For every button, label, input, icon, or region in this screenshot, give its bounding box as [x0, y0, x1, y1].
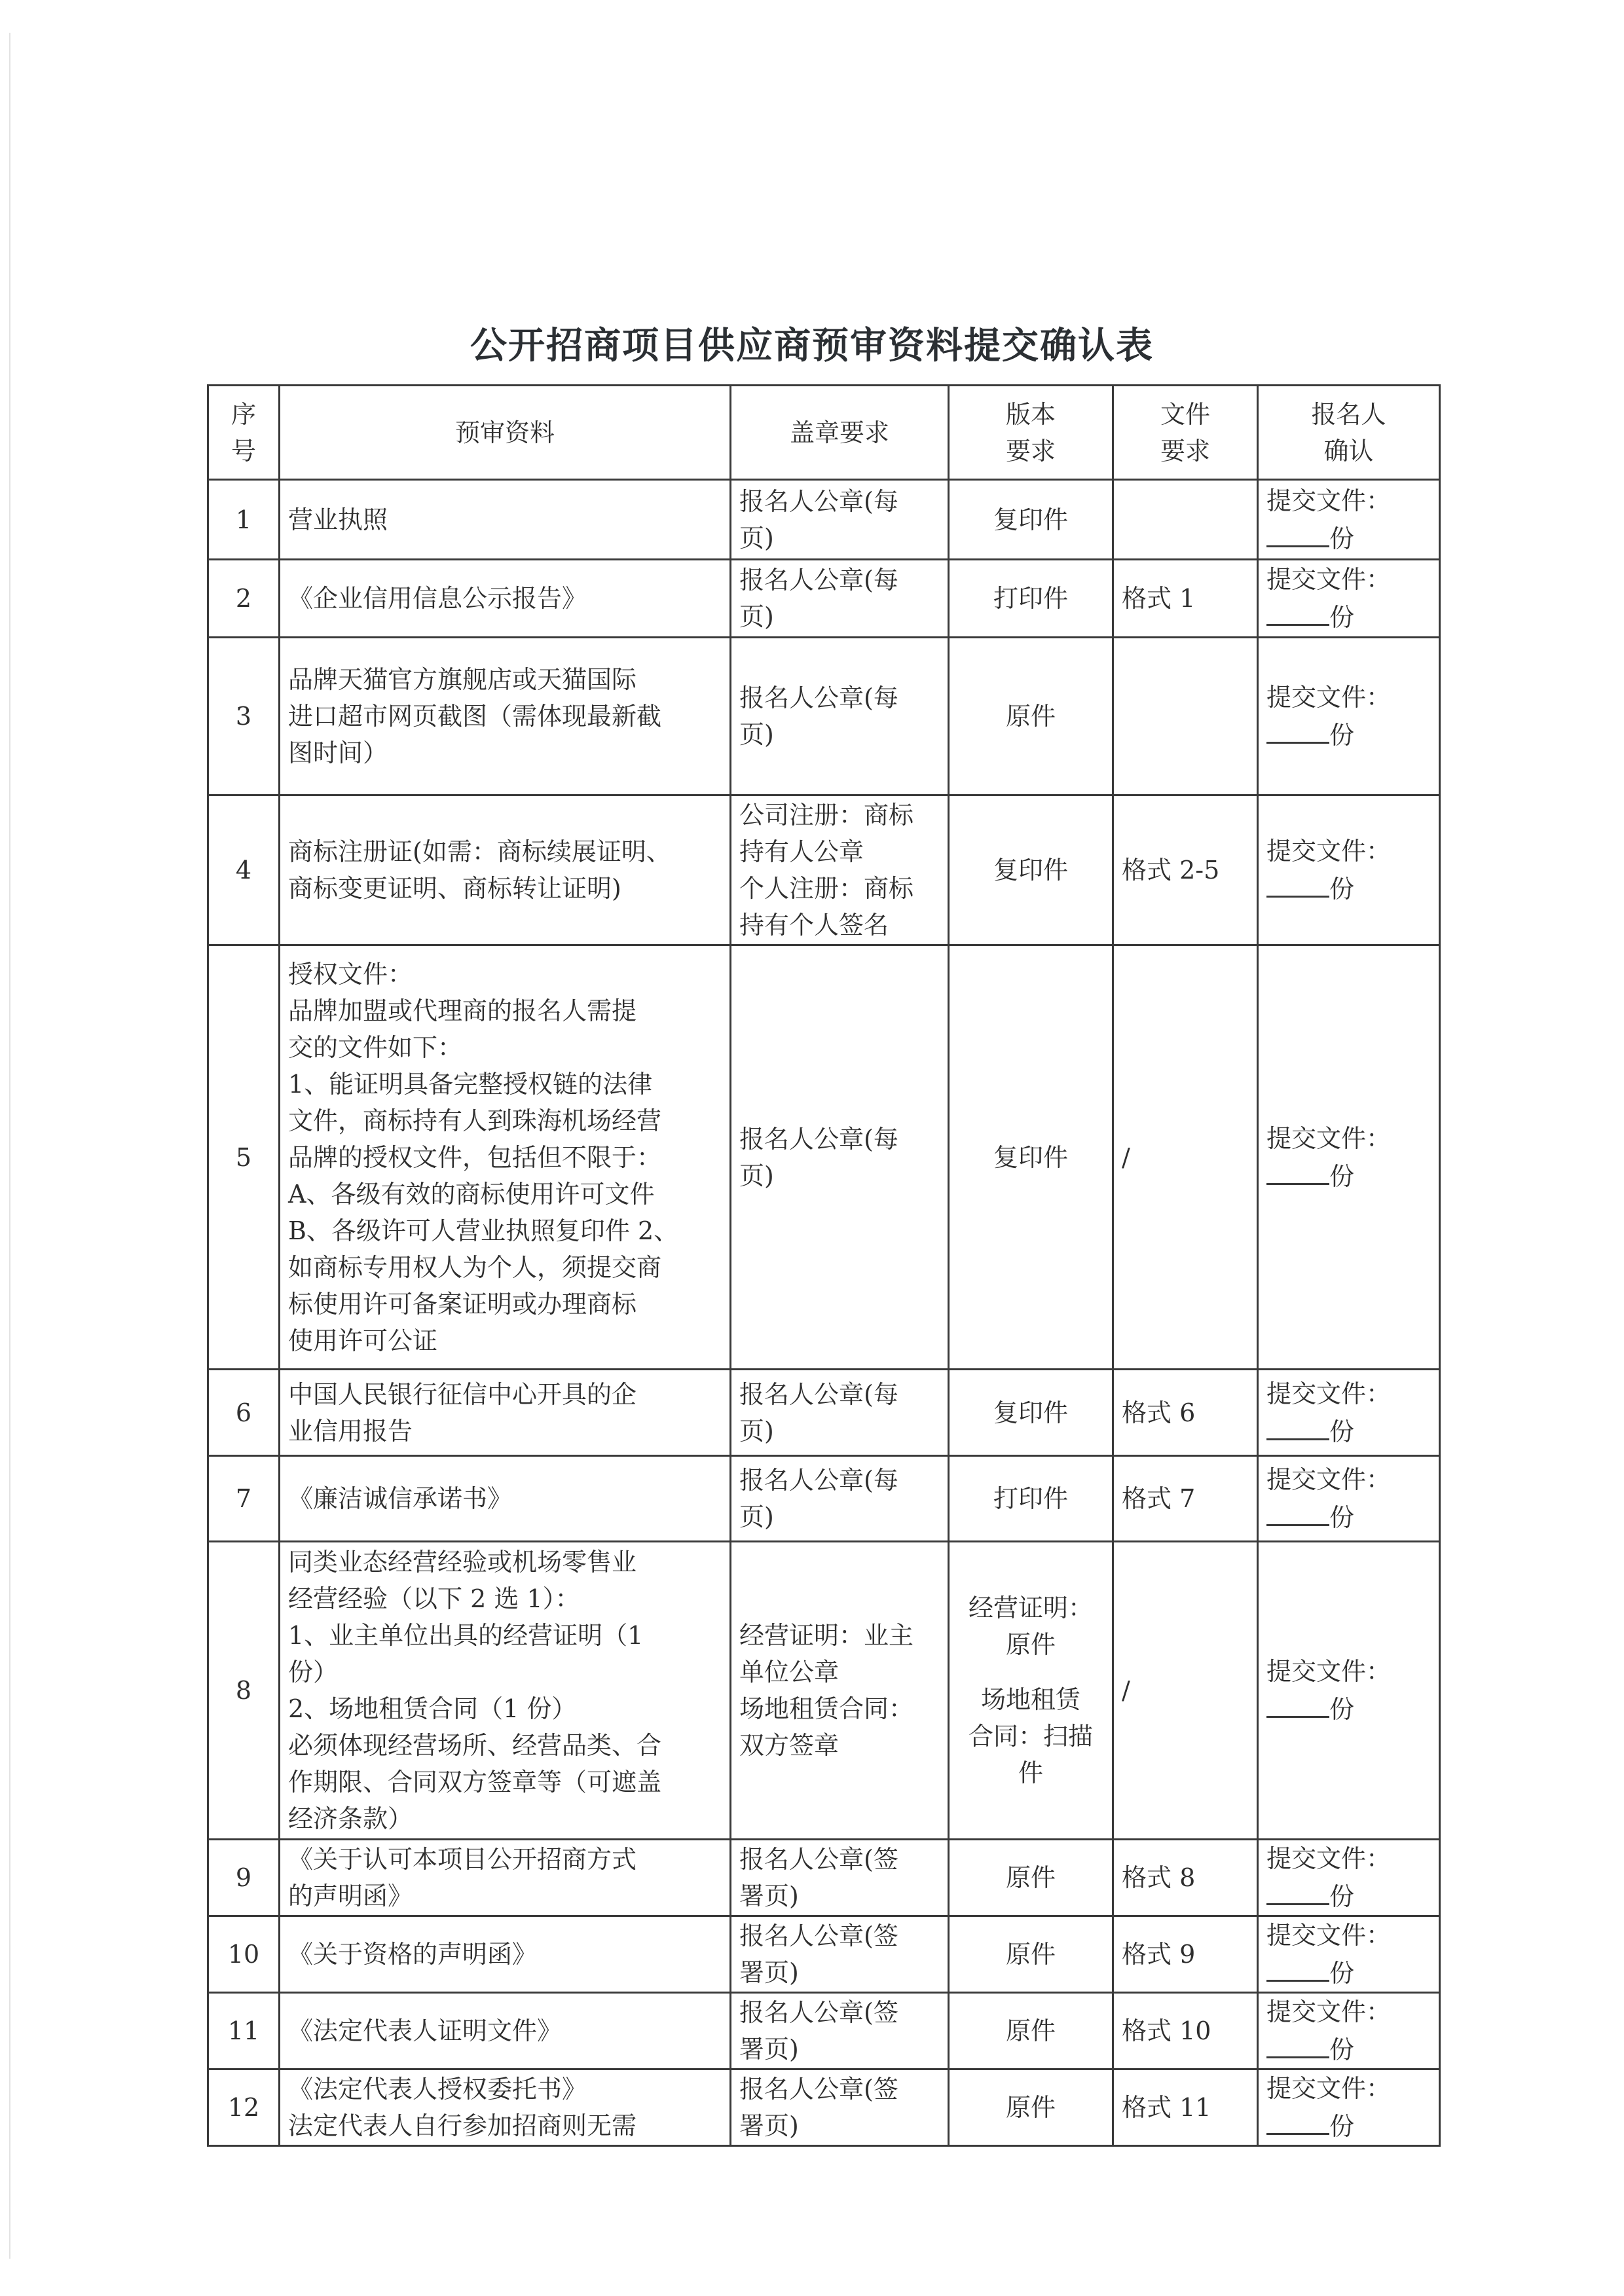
serial-number-cell: 1 — [208, 480, 280, 560]
material-text-line: 的声明函》 — [288, 1882, 413, 1910]
copies-count-blank-field[interactable] — [1266, 519, 1329, 547]
submit-files-label: 提交文件： — [1266, 683, 1392, 712]
serial-number-cell: 5 — [208, 945, 280, 1370]
material-text-line: 《法定代表人证明文件》 — [288, 2016, 563, 2045]
copies-unit-label: 份 — [1329, 2112, 1355, 2141]
version-text-line: 原件 — [1005, 2093, 1056, 2122]
stamp-text-line: 署页) — [739, 1882, 799, 1910]
stamp-requirement-cell — [731, 795, 949, 945]
table-row — [208, 1456, 1440, 1542]
copies-line — [1266, 2030, 1431, 2068]
submit-files-label: 提交文件： — [1266, 1657, 1392, 1686]
material-text-line: 如商标专用权人为个人，须提交商 — [288, 1252, 662, 1282]
stamp-text-line: 场地租赁合同： — [739, 1694, 914, 1723]
material-cell — [280, 1542, 731, 1840]
header-material: 预审资料 — [280, 386, 731, 480]
material-text-line: 经济条款） — [288, 1804, 413, 1833]
material-cell — [280, 560, 731, 638]
material-text-line: 中国人民银行征信中心开具的企 — [288, 1379, 637, 1409]
table-header-row — [208, 386, 1440, 480]
stamp-text-line: 报名人公章(签 — [739, 1845, 898, 1874]
file-requirement-cell: / — [1113, 945, 1258, 1370]
applicant-confirm-cell — [1258, 1456, 1440, 1542]
material-text-line: 使用许可公证 — [288, 1326, 438, 1355]
copies-line — [1266, 716, 1431, 754]
material-cell — [280, 638, 731, 795]
version-requirement-cell — [949, 1370, 1113, 1456]
submit-files-label: 提交文件： — [1266, 2074, 1392, 2103]
applicant-confirm-cell — [1258, 638, 1440, 795]
material-text-line: 图时间） — [288, 738, 388, 767]
stamp-text-line: 报名人公章(每 — [739, 1379, 898, 1409]
material-text-line: 作期限、合同双方签章等（可遮盖 — [288, 1768, 662, 1796]
copies-line — [1266, 1690, 1431, 1728]
submit-files-label: 提交文件： — [1266, 565, 1392, 594]
stamp-requirement-cell — [731, 1993, 949, 2069]
material-text-line: 2、场地租赁合同（1 份） — [288, 1694, 577, 1723]
file-requirement-cell: / — [1113, 1542, 1258, 1840]
material-text-line: 经营经验（以下 2 选 1）： — [288, 1584, 580, 1613]
version-requirement-cell — [949, 560, 1113, 638]
stamp-requirement-cell — [731, 1916, 949, 1993]
header-confirm-line: 报名人 — [1311, 399, 1386, 429]
version-requirement-cell — [949, 638, 1113, 795]
material-cell — [280, 945, 731, 1370]
stamp-text-line: 页) — [739, 720, 774, 749]
header-confirm-line: 确认 — [1323, 436, 1374, 465]
stamp-requirement-cell — [731, 560, 949, 638]
material-text-line: 交的文件如下： — [288, 1032, 463, 1062]
stamp-text-line: 报名人公章(签 — [739, 1998, 898, 2027]
serial-number-cell: 7 — [208, 1456, 280, 1542]
table-body — [208, 480, 1440, 2146]
material-cell — [280, 1370, 731, 1456]
table-row — [208, 945, 1440, 1370]
version-requirement-cell — [949, 2069, 1113, 2146]
table-row — [208, 795, 1440, 945]
stamp-text-line: 报名人公章(每 — [739, 566, 898, 594]
copies-unit-label: 份 — [1329, 524, 1355, 553]
version-text-line: 打印件 — [993, 1484, 1068, 1513]
version-text-line: 件 — [1018, 1758, 1043, 1787]
version-text-line — [957, 1663, 1104, 1681]
copies-unit-label: 份 — [1329, 875, 1355, 903]
serial-number-cell: 4 — [208, 795, 280, 945]
stamp-requirement-cell — [731, 1370, 949, 1456]
stamp-text-line: 页) — [739, 1416, 774, 1446]
copies-line — [1266, 598, 1431, 636]
serial-number-cell: 2 — [208, 560, 280, 638]
table-row — [208, 1916, 1440, 1993]
header-version-line: 要求 — [1005, 436, 1056, 465]
stamp-text-line: 公司注册：商标 — [739, 801, 914, 829]
submission-confirmation-table — [207, 384, 1441, 2147]
copies-line — [1266, 1412, 1431, 1450]
material-text-line: 1、能证明具备完整授权链的法律 — [288, 1069, 653, 1099]
version-requirement-cell — [949, 1840, 1113, 1916]
applicant-confirm-cell — [1258, 480, 1440, 560]
submit-files-label: 提交文件： — [1266, 1921, 1392, 1950]
copies-count-blank-field[interactable] — [1266, 869, 1329, 898]
applicant-confirm-cell — [1258, 945, 1440, 1370]
file-requirement-cell: 格式 6 — [1113, 1370, 1258, 1456]
material-text-line: 文件，商标持有人到珠海机场经营 — [288, 1106, 662, 1135]
copies-line — [1266, 1877, 1431, 1915]
version-text-line: 打印件 — [993, 584, 1068, 613]
file-requirement-cell — [1113, 480, 1258, 560]
applicant-confirm-cell — [1258, 560, 1440, 638]
header-file-requirement — [1113, 386, 1258, 480]
stamp-text-line: 页) — [739, 523, 774, 553]
copies-unit-label: 份 — [1329, 2035, 1355, 2064]
version-requirement-cell — [949, 795, 1113, 945]
stamp-text-line: 页) — [739, 602, 774, 631]
applicant-confirm-cell — [1258, 1542, 1440, 1840]
copies-count-blank-field[interactable] — [1266, 1690, 1329, 1718]
copies-unit-label: 份 — [1329, 1882, 1355, 1911]
submit-files-label: 提交文件： — [1266, 1379, 1392, 1408]
copies-line — [1266, 1498, 1431, 1536]
file-requirement-cell: 格式 7 — [1113, 1456, 1258, 1542]
table-row — [208, 560, 1440, 638]
copies-unit-label: 份 — [1329, 603, 1355, 632]
material-cell — [280, 1993, 731, 2069]
material-cell — [280, 1916, 731, 1993]
stamp-text-line: 报名人公章(每 — [739, 486, 898, 516]
version-text-line: 复印件 — [993, 1142, 1068, 1172]
material-cell — [280, 1456, 731, 1542]
material-text-line: 法定代表人自行参加招商则无需 — [288, 2111, 637, 2140]
copies-unit-label: 份 — [1329, 1417, 1355, 1446]
stamp-text-line: 署页) — [739, 1958, 799, 1987]
submit-files-label: 提交文件： — [1266, 486, 1392, 515]
copies-count-blank-field[interactable] — [1266, 1498, 1329, 1526]
material-text-line: 《廉洁诚信承诺书》 — [288, 1484, 513, 1513]
version-text-line: 原件 — [1005, 1863, 1056, 1892]
version-requirement-cell — [949, 945, 1113, 1370]
stamp-text-line: 署页) — [739, 2035, 799, 2064]
applicant-confirm-cell — [1258, 1840, 1440, 1916]
submit-files-label: 提交文件： — [1266, 1844, 1392, 1873]
version-text-line: 合同：扫描 — [968, 1722, 1093, 1751]
copies-line — [1266, 1157, 1431, 1195]
copies-line — [1266, 1954, 1431, 1992]
material-text-line: 品牌天猫官方旗舰店或天猫国际 — [288, 665, 637, 694]
file-requirement-cell — [1113, 638, 1258, 795]
copies-count-blank-field[interactable] — [1266, 1157, 1329, 1185]
submit-files-label: 提交文件： — [1266, 1465, 1392, 1494]
stamp-text-line: 持有人公章 — [739, 837, 864, 866]
material-text-line: 进口超市网页截图（需体现最新截 — [288, 702, 662, 731]
file-requirement-cell: 格式 1 — [1113, 560, 1258, 638]
serial-number-cell: 6 — [208, 1370, 280, 1456]
copies-unit-label: 份 — [1329, 721, 1355, 750]
copies-count-blank-field[interactable] — [1266, 2030, 1329, 2058]
copies-unit-label: 份 — [1329, 1503, 1355, 1532]
table-row — [208, 480, 1440, 560]
material-cell — [280, 2069, 731, 2146]
header-applicant-confirm — [1258, 386, 1440, 480]
material-text-line: 品牌加盟或代理商的报名人需提 — [288, 996, 637, 1025]
material-text-line: 标使用许可备案证明或办理商标 — [288, 1289, 637, 1319]
material-text-line: 商标注册证(如需：商标续展证明、 — [288, 837, 671, 866]
version-requirement-cell — [949, 1993, 1113, 2069]
stamp-text-line: 持有个人签名 — [739, 911, 889, 939]
stamp-requirement-cell — [731, 945, 949, 1370]
stamp-requirement-cell — [731, 638, 949, 795]
header-serial-no-line: 序 — [231, 399, 256, 429]
document-title: 公开招商项目供应商预审资料提交确认表 — [470, 324, 1154, 367]
stamp-text-line: 报名人公章(签 — [739, 2075, 898, 2104]
version-text-line: 复印件 — [993, 505, 1068, 534]
header-version-line: 版本 — [1005, 399, 1056, 429]
file-requirement-cell: 格式 8 — [1113, 1840, 1258, 1916]
copies-count-blank-field[interactable] — [1266, 1412, 1329, 1440]
stamp-requirement-cell — [731, 2069, 949, 2146]
copies-unit-label: 份 — [1329, 1959, 1355, 1988]
copies-count-blank-field[interactable] — [1266, 2107, 1329, 2135]
serial-number-cell: 8 — [208, 1542, 280, 1840]
stamp-requirement-cell — [731, 480, 949, 560]
copies-line — [1266, 869, 1431, 907]
material-text-line: 营业执照 — [288, 505, 388, 534]
material-cell — [280, 1840, 731, 1916]
copies-line — [1266, 519, 1431, 557]
file-requirement-cell: 格式 10 — [1113, 1993, 1258, 2069]
material-text-line: 《法定代表人授权委托书》 — [288, 2075, 587, 2104]
serial-number-cell: 9 — [208, 1840, 280, 1916]
copies-line — [1266, 2107, 1431, 2145]
stamp-text-line: 报名人公章(每 — [739, 1466, 898, 1495]
stamp-requirement-cell — [731, 1456, 949, 1542]
material-text-line: 同类业态经营经验或机场零售业 — [288, 1548, 637, 1576]
stamp-text-line: 个人注册：商标 — [739, 874, 914, 903]
table-row — [208, 1542, 1440, 1840]
copies-count-blank-field[interactable] — [1266, 716, 1329, 744]
header-file-line: 文件 — [1160, 399, 1210, 429]
stamp-requirement-cell — [731, 1542, 949, 1840]
version-text-line: 经营证明： — [968, 1594, 1093, 1622]
applicant-confirm-cell — [1258, 2069, 1440, 2146]
material-cell — [280, 480, 731, 560]
header-file-line: 要求 — [1160, 436, 1210, 465]
stamp-text-line: 页) — [739, 1161, 774, 1190]
material-text-line: 品牌的授权文件，包括但不限于： — [288, 1142, 662, 1172]
copies-count-blank-field[interactable] — [1266, 1954, 1329, 1982]
version-text-line: 原件 — [1005, 2016, 1056, 2045]
copies-unit-label: 份 — [1329, 1695, 1355, 1724]
submit-files-label: 提交文件： — [1266, 837, 1392, 866]
material-text-line: 业信用报告 — [288, 1416, 413, 1446]
table-row — [208, 2069, 1440, 2146]
version-text-line: 场地租赁 — [980, 1685, 1080, 1714]
material-text-line: 授权文件： — [288, 959, 413, 989]
file-requirement-cell: 格式 9 — [1113, 1916, 1258, 1993]
serial-number-cell: 12 — [208, 2069, 280, 2146]
stamp-text-line: 报名人公章(签 — [739, 1922, 898, 1950]
submit-files-label: 提交文件： — [1266, 1997, 1392, 2026]
header-serial-no — [208, 386, 280, 480]
material-text-line: 《关于认可本项目公开招商方式 — [288, 1845, 637, 1874]
version-text-line: 复印件 — [993, 1398, 1068, 1427]
header-version-requirement — [949, 386, 1113, 480]
file-requirement-cell: 格式 2-5 — [1113, 795, 1258, 945]
stamp-text-line: 页) — [739, 1503, 774, 1531]
copies-unit-label: 份 — [1329, 1161, 1355, 1191]
serial-number-cell: 11 — [208, 1993, 280, 2069]
version-text-line: 原件 — [1005, 1630, 1056, 1659]
serial-number-cell: 10 — [208, 1916, 280, 1993]
version-requirement-cell — [949, 1542, 1113, 1840]
copies-count-blank-field[interactable] — [1266, 1877, 1329, 1905]
serial-number-cell: 3 — [208, 638, 280, 795]
applicant-confirm-cell — [1258, 795, 1440, 945]
stamp-text-line: 双方签章 — [739, 1731, 840, 1760]
version-text-line: 原件 — [1005, 702, 1056, 731]
version-text-line: 复印件 — [993, 856, 1068, 884]
header-serial-no-line: 号 — [231, 436, 256, 465]
stamp-text-line: 报名人公章(每 — [739, 683, 898, 712]
material-text-line: 商标变更证明、商标转让证明) — [288, 874, 621, 903]
copies-count-blank-field[interactable] — [1266, 598, 1329, 626]
stamp-text-line: 单位公章 — [739, 1658, 840, 1686]
applicant-confirm-cell — [1258, 1993, 1440, 2069]
applicant-confirm-cell — [1258, 1916, 1440, 1993]
stamp-text-line: 署页) — [739, 2111, 799, 2140]
stamp-text-line: 报名人公章(每 — [739, 1124, 898, 1154]
version-requirement-cell — [949, 1916, 1113, 1993]
table-row — [208, 1993, 1440, 2069]
material-text-line: 必须体现经营场所、经营品类、合 — [288, 1731, 662, 1760]
material-text-line: B、各级许可人营业执照复印件 2、 — [288, 1216, 679, 1245]
applicant-confirm-cell — [1258, 1370, 1440, 1456]
stamp-requirement-cell — [731, 1840, 949, 1916]
material-text-line: 份） — [288, 1658, 339, 1686]
material-text-line: 《关于资格的声明函》 — [288, 1940, 538, 1969]
material-text-line: 《企业信用信息公示报告》 — [288, 584, 587, 613]
material-text-line: A、各级有效的商标使用许可文件 — [288, 1179, 655, 1209]
material-cell — [280, 795, 731, 945]
version-requirement-cell — [949, 1456, 1113, 1542]
material-text-line: 1、业主单位出具的经营证明（1 — [288, 1621, 644, 1650]
version-text-line: 原件 — [1005, 1940, 1056, 1969]
stamp-text-line: 经营证明：业主 — [739, 1621, 914, 1650]
file-requirement-cell: 格式 11 — [1113, 2069, 1258, 2146]
table-row — [208, 1840, 1440, 1916]
table-row — [208, 1370, 1440, 1456]
version-requirement-cell — [949, 480, 1113, 560]
header-stamp-requirement: 盖章要求 — [731, 386, 949, 480]
table-row — [208, 638, 1440, 795]
submit-files-label: 提交文件： — [1266, 1123, 1392, 1153]
